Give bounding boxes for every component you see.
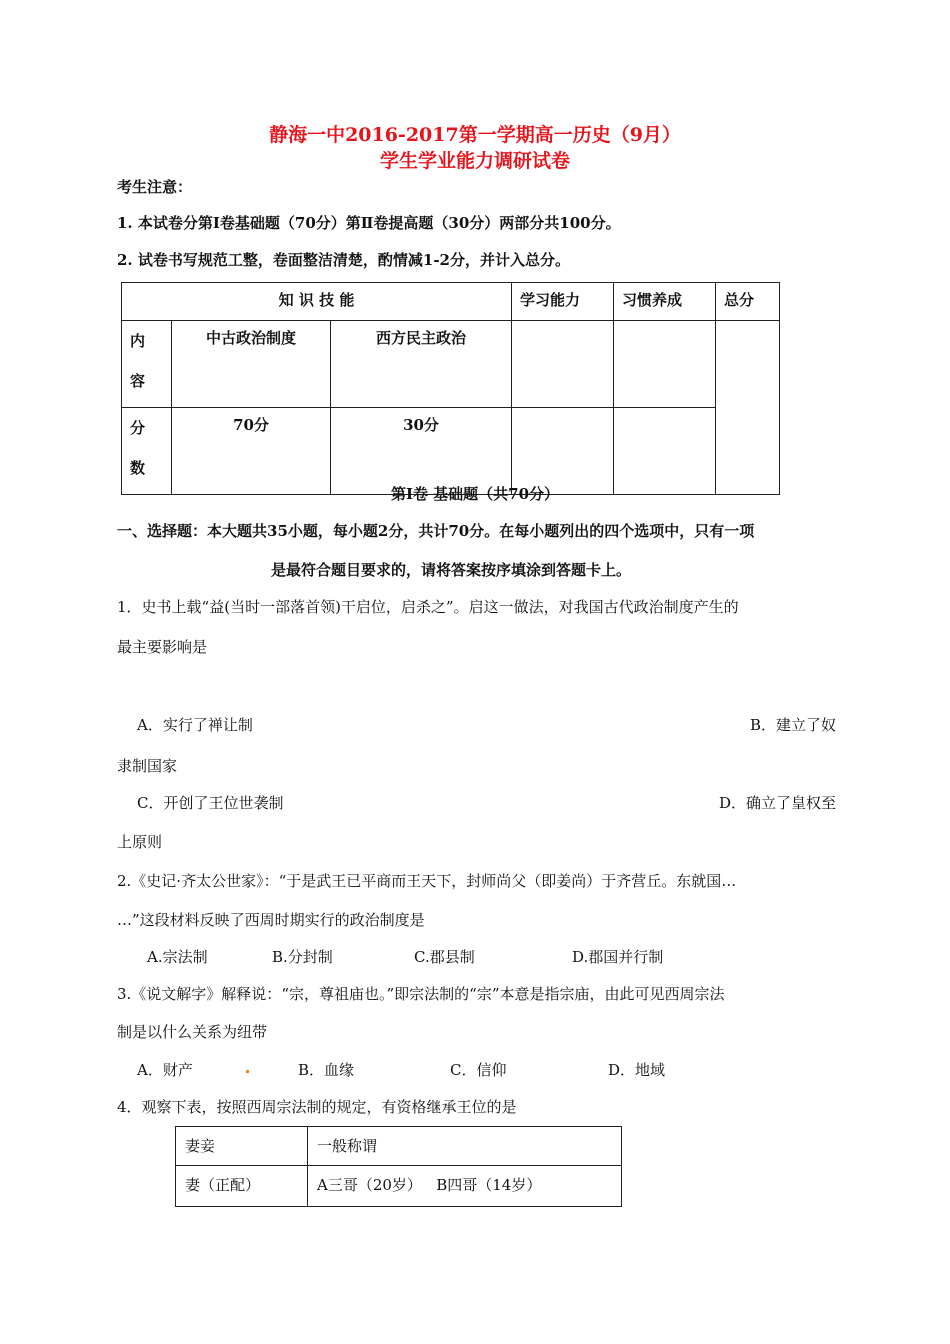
q3-option-a: A．财产 (137, 1061, 193, 1079)
exam-subtitle: 学生学业能力调研试卷 (379, 150, 570, 172)
q2-option-d: D.郡国并行制 (572, 948, 664, 966)
header-knowledge-skills: 知 识 技 能 (122, 283, 512, 321)
row-label-score-1: 分 (130, 419, 146, 437)
section-title: 第Ⅰ卷 基础题（共70分） (390, 485, 560, 503)
header-total: 总分 (716, 283, 780, 321)
row-label-score-2: 数 (130, 459, 146, 477)
q1-option-c: C．开创了王位世袭制 (137, 794, 284, 812)
score-ancient-politics: 70分 (172, 408, 331, 495)
q1-option-b-cont: 隶制国家 (117, 757, 178, 775)
orange-mark (246, 1070, 249, 1073)
score-western-democracy: 30分 (331, 408, 512, 495)
q3-option-b: B．血缘 (298, 1061, 355, 1079)
row-label-content (122, 321, 172, 408)
cell-learning-score-blank (512, 408, 614, 495)
q3-stem-2: 制是以什么关系为纽带 (117, 1023, 268, 1041)
q2-option-a: A.宗法制 (147, 948, 208, 966)
q2-option-c: C.郡县制 (414, 948, 475, 966)
header-learning-ability: 学习能力 (512, 283, 614, 321)
row-label-score (122, 408, 172, 495)
q4-table-cell-sons: A三哥（20岁） B四哥（14岁） (308, 1166, 622, 1207)
q3-stem-1: 3.《说文解字》解释说：“宗，尊祖庙也。”即宗法制的“宗”本意是指宗庙，由此可见西周宗法 (117, 985, 725, 1003)
section-instruction-2: 是最符合题目要求的，请将答案按序填涂到答题卡上。 (271, 561, 632, 579)
exam-title: 静海一中2016-2017第一学期高一历史（9月） (269, 124, 681, 146)
q2-stem-1: 2.《史记·齐太公世家》：“于是武王已平商而王天下，封师尚父（即姜尚）于齐营丘。东就国… (117, 872, 737, 890)
row-label-content-1: 内 (130, 332, 146, 350)
content-ancient-politics: 中古政治制度 (172, 321, 331, 408)
q1-option-d-cont: 上原则 (117, 833, 163, 851)
content-western-democracy: 西方民主政治 (331, 321, 512, 408)
q1-stem-1: 1．史书上载“益(当时一部落首领)干启位，启杀之”。启这一做法，对我国古代政治制度产生的 (117, 598, 739, 616)
q3-option-d: D．地域 (608, 1061, 666, 1079)
q4-table-header-wife: 妻妾 (176, 1127, 308, 1166)
cell-total-blank (716, 321, 780, 495)
header-habits: 习惯养成 (614, 283, 716, 321)
q1-option-a: A．实行了禅让制 (137, 716, 253, 734)
q2-option-b: B.分封制 (272, 948, 333, 966)
section-instruction-1: 一、选择题：本大题共35小题，每小题2分，共计70分。在每小题列出的四个选项中，只有一项 (117, 522, 755, 540)
q4-stem: 4．观察下表，按照西周宗法制的规定，有资格继承王位的是 (117, 1098, 517, 1116)
q3-option-c: C．信仰 (450, 1061, 507, 1079)
q4-table (175, 1126, 622, 1207)
q1-option-d: D．确立了皇权至 (718, 794, 836, 812)
q1-stem-2: 最主要影响是 (117, 638, 208, 656)
score-table (121, 282, 780, 495)
q4-table-cell-wife: 妻（正配） (176, 1166, 308, 1207)
q4-table-header-title: 一般称谓 (308, 1127, 622, 1166)
row-label-content-2: 容 (130, 372, 146, 390)
cell-habits-score-blank (614, 408, 716, 495)
notice-heading: 考生注意： (117, 178, 193, 196)
cell-habits-blank (614, 321, 716, 408)
q2-stem-2: …”这段材料反映了西周时期实行的政治制度是 (117, 911, 425, 929)
cell-learning-blank (512, 321, 614, 408)
notice-item-2: 2. 试卷书写规范工整，卷面整洁清楚，酌情减1-2分，并计入总分。 (117, 251, 570, 269)
q1-option-b: B．建立了奴 (749, 716, 836, 734)
notice-item-1: 1. 本试卷分第Ⅰ卷基础题（70分）第Ⅱ卷提高题（30分）两部分共100分。 (117, 214, 621, 232)
